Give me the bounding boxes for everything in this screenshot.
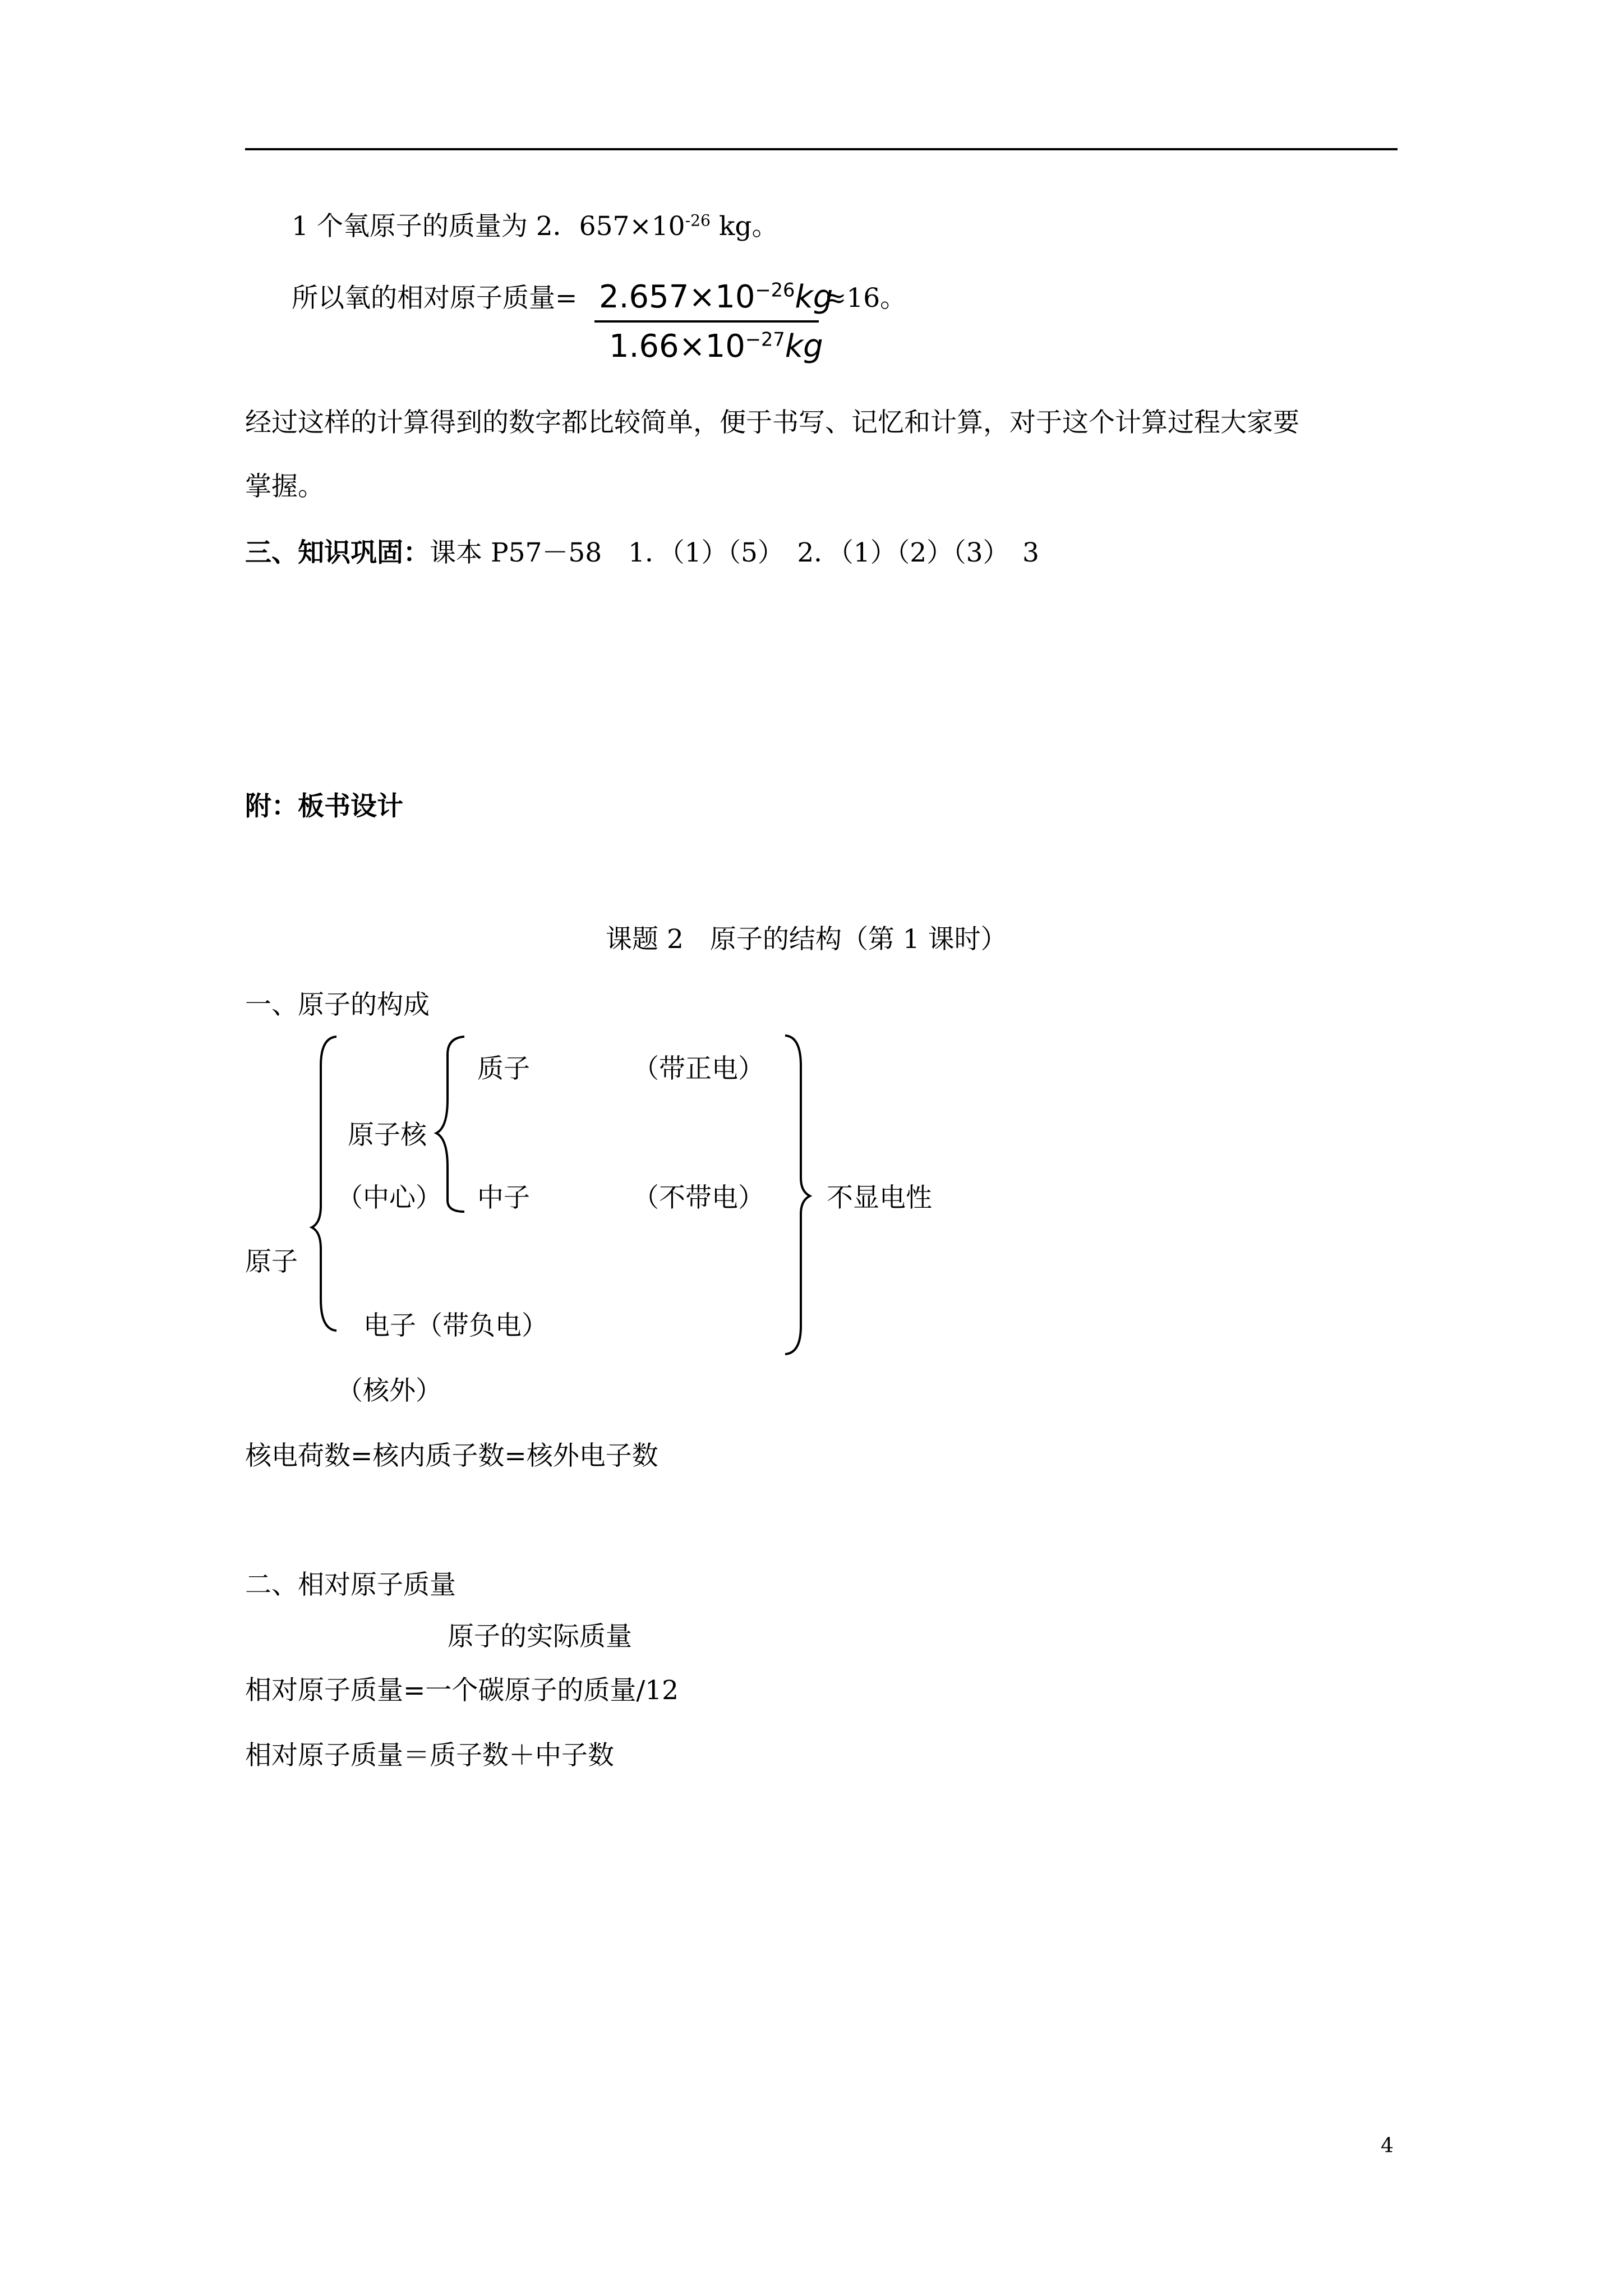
paragraph-line-2: 掌握。	[245, 471, 324, 502]
neutral-brace	[785, 1036, 810, 1354]
nucleus-note: （中心）	[336, 1182, 442, 1213]
appendix-heading: 附：板书设计	[245, 791, 403, 822]
atom-label: 原子	[245, 1246, 298, 1277]
relative-mass-result: ≈16。	[824, 283, 907, 314]
relative-mass-sum: 相对原子质量＝质子数＋中子数	[245, 1740, 614, 1771]
electron-note: （核外）	[336, 1375, 442, 1406]
oxygen-mass-text: 1 个氧原子的质量为 2．657×10	[292, 211, 685, 242]
numerator-mantissa: 2.657×10	[599, 279, 755, 315]
neutron-label: 中子	[477, 1182, 530, 1213]
oxygen-mass-unit: kg。	[711, 211, 778, 242]
oxygen-mass-exponent: -26	[685, 211, 711, 230]
page-number: 4	[1381, 2134, 1394, 2157]
charge-equation: 核电荷数=核内质子数=核外电子数	[245, 1441, 658, 1471]
atom-brace	[312, 1037, 336, 1331]
numerator-exponent: −26	[755, 279, 795, 301]
consolidation-heading: 三、知识巩固：	[245, 537, 430, 568]
denominator-mantissa: 1.66×10	[609, 328, 745, 365]
nucleus-label: 原子核	[348, 1120, 427, 1151]
numerator-unit: kg	[795, 279, 833, 315]
relative-mass-prefix: 所以氧的相对原子质量=	[292, 283, 578, 314]
consolidation-text: 课本 P57－58 1．（1）（5） 2．（1）（2）（3） 3	[430, 537, 1039, 568]
relative-mass-formula: 相对原子质量=一个碳原子的质量/12	[245, 1675, 679, 1706]
formula-numerator: 原子的实际质量	[448, 1621, 632, 1652]
board-title: 课题 2 原子的结构（第 1 课时）	[606, 924, 1007, 955]
neutral-label: 不显电性	[827, 1182, 932, 1213]
proton-charge: （带正电）	[633, 1053, 764, 1084]
paragraph-line-1: 经过这样的计算得到的数字都比较简单，便于书写、记忆和计算，对于这个计算过程大家要	[245, 407, 1299, 438]
section-relative-mass: 二、相对原子质量	[245, 1570, 456, 1600]
neutron-charge: （不带电）	[633, 1182, 764, 1213]
proton-label: 质子	[477, 1053, 530, 1084]
denominator-unit: kg	[785, 328, 823, 365]
denominator-exponent: −27	[745, 328, 785, 351]
electron-label: 电子（带负电）	[363, 1310, 548, 1341]
section-atom-composition: 一、原子的构成	[245, 990, 430, 1020]
